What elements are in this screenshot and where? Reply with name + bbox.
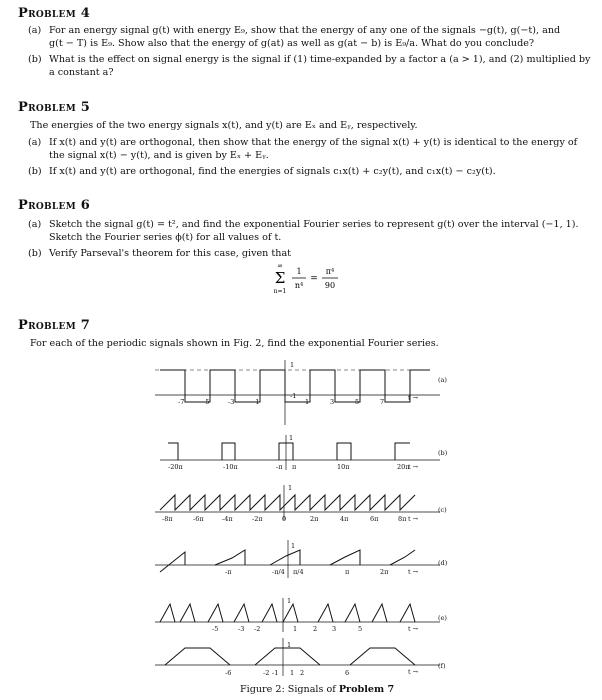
panel-e-tri1 <box>160 604 175 622</box>
panel-d-tick-2: π/4 <box>293 568 304 576</box>
panel-b-tick-5: 20π <box>397 463 410 471</box>
panel-f-tick-0: -6 <box>225 669 232 677</box>
problem6-a-label: (a) <box>28 219 42 230</box>
sum-sign: Σ <box>274 269 286 287</box>
panel-e-tri3 <box>208 604 223 622</box>
problem4-a-line2: g(t − T) is E₉. Show also that the energy of g(at) as well as g(at − b) is E₉/a. What do you conclude? <box>49 38 535 49</box>
problem4-heading: Problem 4 <box>18 6 91 21</box>
problem4-a-line1: For an energy signal g(t) with energy E₉, show that the energy of any one of the signals −g(t), g(−t), and <box>49 25 561 36</box>
panel-a-t: t → <box>408 394 419 402</box>
panel-f-trap3 <box>350 648 415 665</box>
panel-e-tri7 <box>318 604 333 622</box>
panel-e-tri9 <box>372 604 387 622</box>
figure-caption <box>240 684 394 695</box>
panel-b-pulse5 <box>395 443 410 460</box>
panel-d-ramp4 <box>330 550 360 565</box>
sum-lower: n=1 <box>273 288 287 295</box>
panel-d-tag: (d) <box>438 559 448 567</box>
panel-a-extra-0: 1 <box>290 361 295 369</box>
panel-f-tick-3: 1 <box>290 669 295 677</box>
panel-c-tick-8: 8π <box>398 515 407 523</box>
problem6-heading: Problem 6 <box>18 198 91 213</box>
panel-a-tick-2: -3 <box>228 398 235 406</box>
panel-d-tick-0: -π <box>225 568 232 576</box>
panel-e-tri10 <box>400 604 415 622</box>
panel-a-extra-1: -1 <box>290 392 297 400</box>
panel-d-t: t → <box>408 568 419 576</box>
panel-d-ramp1 <box>160 552 185 572</box>
panel-b-tick-3: π <box>292 463 297 471</box>
panel-d-ramp3 <box>270 550 300 565</box>
panel-e-tri8 <box>345 604 360 622</box>
panel-b-pulse1 <box>168 443 178 460</box>
panel-a <box>155 360 440 425</box>
panel-a-tick-3: -1 <box>253 398 260 406</box>
problem6-b-line1: Verify Parseval's theorem for this case, given that <box>49 248 292 259</box>
panel-f-t: t → <box>408 668 419 676</box>
panel-b-tag: (b) <box>438 449 448 457</box>
problem4-b-line2: a constant a? <box>49 67 114 78</box>
panel-d-extra-0: 1 <box>291 542 296 550</box>
caption-prefix: Figure 2: Signals of <box>240 684 339 695</box>
panel-e-tick-3: 1 <box>293 625 298 633</box>
panel-e-tri6 <box>283 604 298 622</box>
panel-e-tick-4: 2 <box>313 625 318 633</box>
panel-b-tick-4: 10π <box>337 463 350 471</box>
panel-b-tick-1: -10π <box>223 463 238 471</box>
problem6-b-label: (b) <box>28 248 42 259</box>
panel-c-tick-5: 2π <box>310 515 319 523</box>
panel-e-tick-0: -5 <box>212 625 219 633</box>
rhs-num: π⁴ <box>325 267 335 276</box>
panel-e-tick-1: -3 <box>238 625 245 633</box>
panel-c-tick-3: -2π <box>252 515 263 523</box>
panel-c-t: t → <box>408 515 419 523</box>
panel-c-tick-0: -8π <box>162 515 173 523</box>
panel-b-extra-0: 1 <box>289 434 294 442</box>
problem5-b-line1: If x(t) and y(t) are orthogonal, find the energies of signals c₁x(t) + c₂y(t), and c₁x(t) − c₂y(t). <box>49 166 496 177</box>
problem6-a-line2: Sketch the Fourier series ϕ(t) for all values of t. <box>49 232 282 243</box>
panel-b-tick-0: -20π <box>168 463 183 471</box>
panel-b-pulse4 <box>337 443 351 460</box>
panel-b-t: t → <box>408 463 419 471</box>
panel-c-tag: (c) <box>438 506 447 514</box>
problem5-b-label: (b) <box>28 166 42 177</box>
panel-d-tick-4: 2π <box>380 568 389 576</box>
panel-c-extra-0: 1 <box>288 484 293 492</box>
panel-d-tick-3: π <box>345 568 350 576</box>
panel-f-tick-1: -2 <box>263 669 270 677</box>
panel-b-tick-2: -π <box>276 463 283 471</box>
panel-c-tick-1: -6π <box>193 515 204 523</box>
panel-f-extra-0: 1 <box>287 641 292 649</box>
problem4-a-label: (a) <box>28 25 42 36</box>
panel-e-tag: (e) <box>438 614 447 622</box>
panel-f-tick-4: 2 <box>300 669 305 677</box>
panel-a-tick-6: 5 <box>355 398 360 406</box>
panel-f-tick-2: -1 <box>272 669 279 677</box>
panel-e-extra-0: 1 <box>287 597 292 605</box>
panel-e-tick-6: 5 <box>358 625 363 633</box>
equals-sign: = <box>310 274 318 284</box>
panel-f-trap1 <box>165 648 230 665</box>
problem5-intro: The energies of the two energy signals x(t), and y(t) are Eₓ and Eᵧ, respectively. <box>30 120 418 131</box>
panel-d-ramp5 <box>390 550 415 565</box>
problem7-heading: Problem 7 <box>18 318 91 333</box>
rhs-den: 90 <box>324 281 336 290</box>
panel-a-tick-4: 1 <box>305 398 310 406</box>
problem6-a-line1: Sketch the signal g(t) = t², and find the exponential Fourier series to represent g(t) over the interval (−1, 1). <box>49 219 579 230</box>
panel-c-tick-7: 6π <box>370 515 379 523</box>
problem5-a-line1: If x(t) and y(t) are orthogonal, then show that the energy of the signal x(t) + y(t) is identical to the energy of <box>49 137 578 148</box>
panel-e-tri4 <box>234 604 249 622</box>
panel-a-tick-5: 3 <box>330 398 335 406</box>
panel-f-tick-5: 6 <box>345 669 350 677</box>
panel-c-tick-4: 0 <box>282 515 287 523</box>
panel-c-tick-2: -4π <box>222 515 233 523</box>
problem5-a-label: (a) <box>28 137 42 148</box>
panel-e <box>155 598 440 632</box>
panel-a-tag: (a) <box>438 376 447 384</box>
panel-f <box>155 638 440 676</box>
problem4-b-label: (b) <box>28 54 42 65</box>
caption-bold: Problem 7 <box>338 684 395 695</box>
panel-e-tri5 <box>262 604 277 622</box>
panel-f-tag: (f) <box>438 662 446 670</box>
panel-e-tick-2: -2 <box>254 625 261 633</box>
panel-a-tick-1: -5 <box>203 398 210 406</box>
panel-c-wave <box>160 495 415 510</box>
problem5-heading: Problem 5 <box>18 100 91 115</box>
panel-f-trap2 <box>255 648 320 665</box>
frac-den: n⁴ <box>294 281 304 290</box>
panel-a-tick-0: -7 <box>178 398 185 406</box>
panel-c-tick-6: 4π <box>340 515 349 523</box>
frac-num: 1 <box>296 267 302 276</box>
problem4-b-line1: What is the effect on signal energy is the signal if (1) time-expanded by a factor a (a > 1), and (2) multiplied by <box>49 54 591 65</box>
panel-e-tick-5: 3 <box>332 625 337 633</box>
panel-e-t: t → <box>408 625 419 633</box>
panel-b-pulse2 <box>222 443 235 460</box>
panel-d-tick-1: -π/4 <box>272 568 285 576</box>
panel-a-tick-7: 7 <box>380 398 385 406</box>
problem5-a-line2: the signal x(t) − y(t), and is given by Eₓ + Eᵧ. <box>49 150 269 161</box>
panel-d-ramp2 <box>215 550 245 565</box>
panel-e-tri2 <box>180 604 195 622</box>
sum-upper: ∞ <box>277 262 283 270</box>
problem7-intro: For each of the periodic signals shown in Fig. 2, find the exponential Fourier series. <box>30 338 439 349</box>
